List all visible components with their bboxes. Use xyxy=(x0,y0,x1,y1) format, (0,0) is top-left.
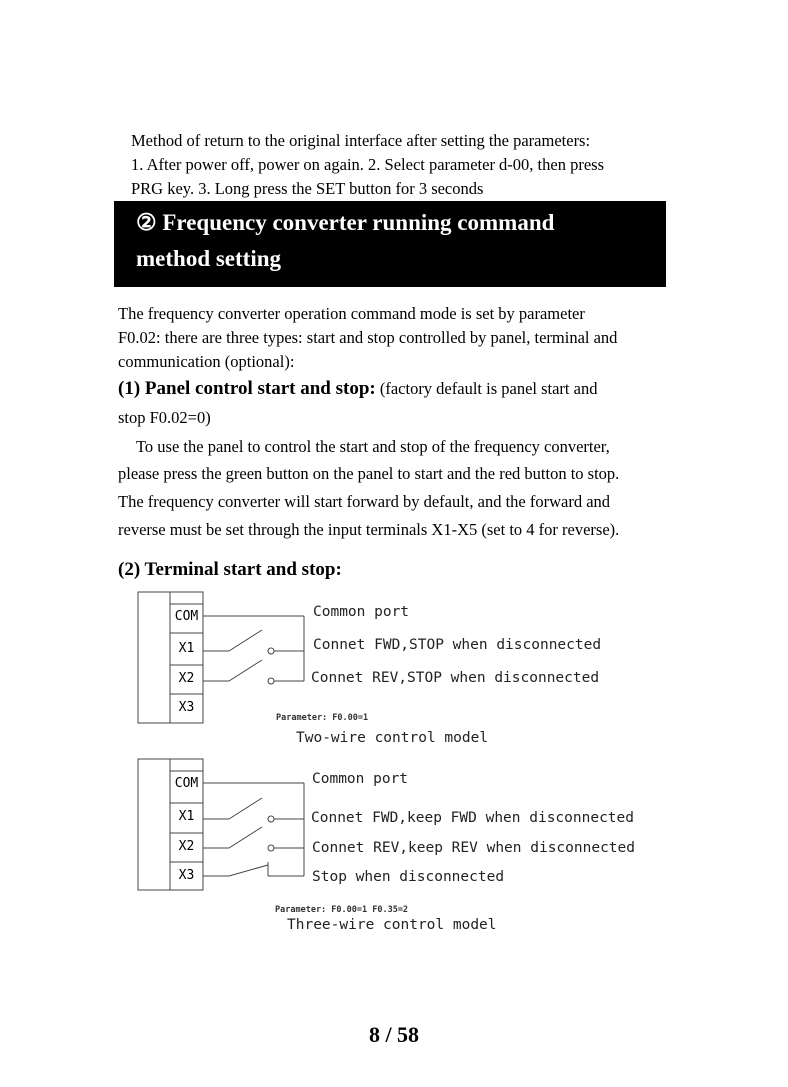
desc-line-2: F0.02: there are three types: start and stop controlled by panel, terminal and xyxy=(118,328,618,347)
desc-line-3: communication (optional): xyxy=(118,352,295,371)
page-number: 8 / 58 xyxy=(368,1022,420,1047)
three-wire-terminal-com: COM xyxy=(174,776,199,791)
panel-body-2: please press the green button on the panel to start and the red button to stop. xyxy=(118,464,620,483)
three-wire-label-rev: Connet REV,keep REV when disconnected xyxy=(312,840,636,856)
panel-line-2: stop F0.02=0) xyxy=(118,408,211,427)
terminal-heading: (2) Terminal start and stop: xyxy=(118,559,342,580)
three-wire-param: Parameter: F0.00=1 F0.35=2 xyxy=(275,905,409,915)
panel-body-4: reverse must be set through the input terminals X1-X5 (set to 4 for reverse). xyxy=(118,520,620,539)
two-wire-caption: Two-wire control model xyxy=(296,730,489,746)
three-wire-caption: Three-wire control model xyxy=(287,917,497,933)
intro-line-2: 1. After power off, power on again. 2. Select parameter d-00, then press xyxy=(131,155,604,174)
three-wire-terminal-x2: X2 xyxy=(178,839,195,854)
banner-title-line-2: method setting xyxy=(136,246,282,271)
two-wire-label-common: Common port xyxy=(313,604,410,620)
intro-line-1: Method of return to the original interface after setting the parameters: xyxy=(131,131,591,150)
two-wire-terminal-x2: X2 xyxy=(178,671,195,686)
three-wire-label-stop: Stop when disconnected xyxy=(312,869,505,885)
desc-line-1: The frequency converter operation command mode is set by parameter xyxy=(118,304,585,323)
panel-body-3: The frequency converter will start forward by default, and the forward and xyxy=(118,492,611,511)
two-wire-terminal-x3: X3 xyxy=(178,700,195,715)
two-wire-label-rev: Connet REV,STOP when disconnected xyxy=(311,670,600,686)
panel-body-1: To use the panel to control the start and stop of the frequency converter, xyxy=(136,437,610,456)
three-wire-label-fwd: Connet FWD,keep FWD when disconnected xyxy=(311,810,635,826)
three-wire-terminal-x1: X1 xyxy=(178,809,195,824)
three-wire-terminal-x3: X3 xyxy=(178,868,195,883)
banner-title-line-1: ② Frequency converter running command xyxy=(136,210,555,235)
two-wire-label-fwd: Connet FWD,STOP when disconnected xyxy=(313,637,602,653)
two-wire-terminal-x1: X1 xyxy=(178,641,195,656)
panel-heading: (1) Panel control start and stop: xyxy=(118,378,376,399)
two-wire-terminal-com: COM xyxy=(174,609,199,624)
two-wire-param: Parameter: F0.00=1 xyxy=(276,713,369,723)
panel-heading-note: (factory default is panel start and xyxy=(375,379,598,398)
three-wire-label-common: Common port xyxy=(312,771,409,787)
intro-line-3: PRG key. 3. Long press the SET button for 3 seconds xyxy=(131,179,484,198)
